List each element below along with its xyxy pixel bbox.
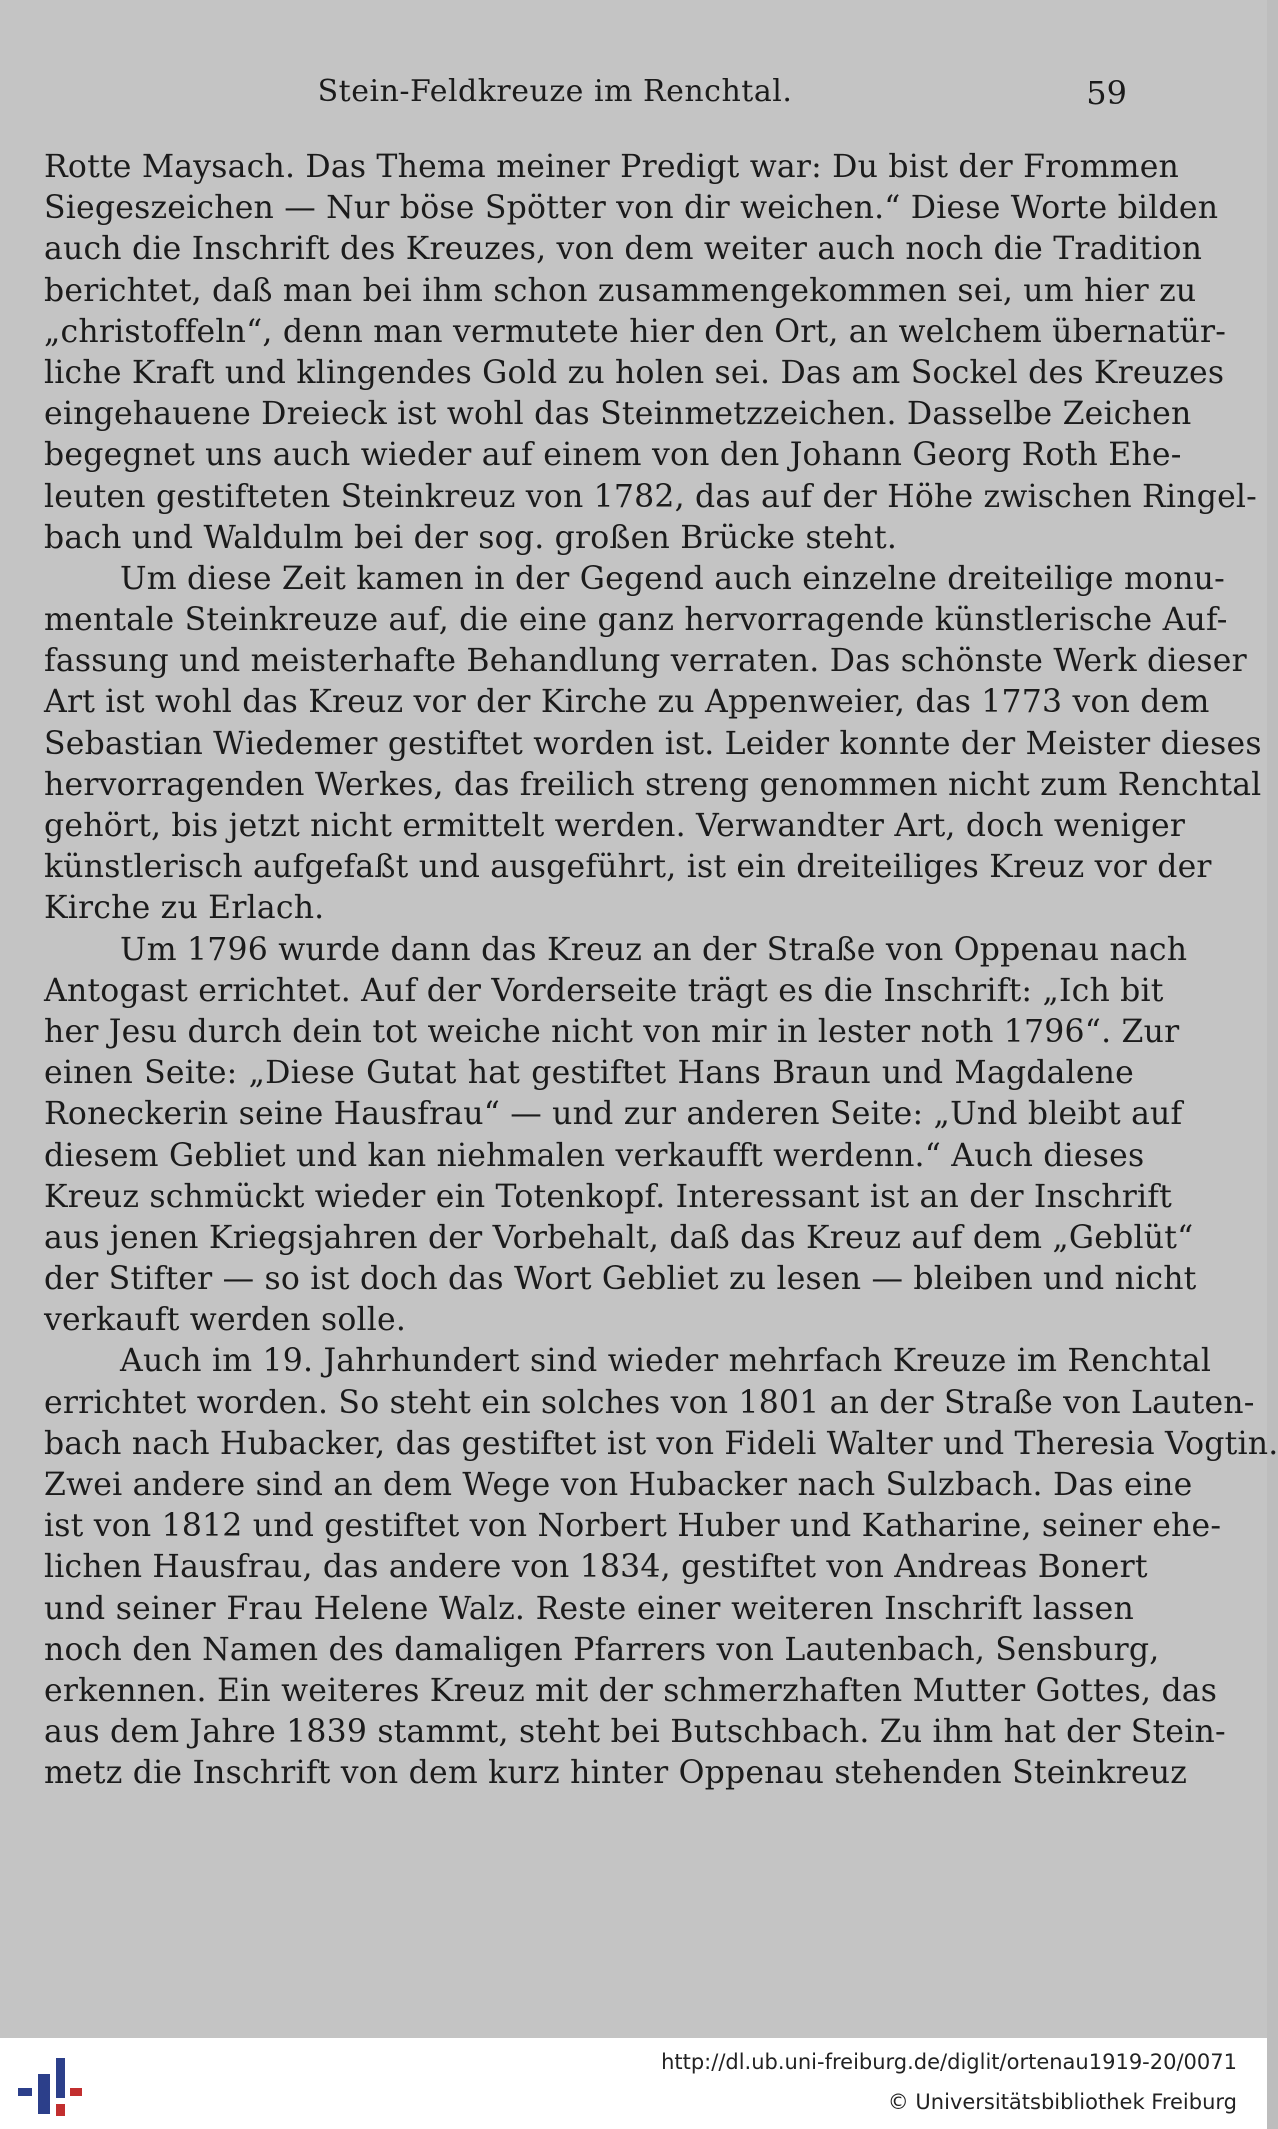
text-line: bach nach Hubacker, das gestiftet ist von Fideli Walter und Theresia Vogtin. [44,1425,1278,1462]
text-line: verkauft werden solle. [44,1302,407,1339]
text-line: mentale Steinkreuze auf, die eine ganz hervorragende künstlerische Auf- [44,602,1228,639]
text-line: einen Seite: „Diese Gutat hat gestiftet Hans Braun und Magdalene [44,1055,1134,1092]
text-line: her Jesu durch dein tot weiche nicht von mir in lester noth 1796“. Zur [44,1013,1180,1050]
text-line: begegnet uns auch wieder auf einem von den Johann Georg Roth Ehe- [44,437,1182,474]
page-number: 59 [1086,74,1127,112]
text-line: erkennen. Ein weiteres Kreuz mit der schmerzhaften Mutter Gottes, das [44,1672,1218,1709]
page-header [0,70,1267,120]
text-line: Siegeszeichen — Nur böse Spötter von dir weichen.“ Diese Worte bilden [44,190,1219,227]
text-line: Um 1796 wurde dann das Kreuz an der Straße von Oppenau nach [120,931,1188,968]
text-line: hervorragenden Werkes, das freilich streng genommen nicht zum Renchtal [44,766,1262,803]
text-line: fassung und meisterhafte Behandlung verraten. Das schönste Werk dieser [44,643,1247,680]
text-line: Rotte Maysach. Das Thema meiner Predigt war: Du bist der Frommen [44,149,1180,185]
text-line: „christoffeln“, denn man vermutete hier den Ort, an welchem übernatür- [44,313,1227,350]
text-line: liche Kraft und klingendes Gold zu holen sei. Das am Sockel des Kreuzes [44,354,1225,391]
copyright-notice: © Universitätsbibliothek Freiburg [887,2090,1237,2114]
running-head: Stein-Feldkreuze im Renchtal. [317,74,793,109]
text-line: Roneckerin seine Hausfrau“ — und zur anderen Seite: „Und bleibt auf [44,1096,1183,1133]
footer-bar [0,2038,1267,2129]
library-logo-icon [18,2056,80,2118]
text-line: lichen Hausfrau, das andere von 1834, gestiftet von Andreas Bonert [44,1549,1148,1586]
text-line: Auch im 19. Jahrhundert sind wieder mehrfach Kreuze im Renchtal [120,1343,1212,1380]
text-line: Kreuz schmückt wieder ein Totenkopf. Interessant ist an der Inschrift [44,1178,1172,1215]
text-line: eingehauene Dreieck ist wohl das Steinmetzzeichen. Dasselbe Zeichen [44,396,1192,433]
text-line: gehört, bis jetzt nicht ermittelt werden. Verwandter Art, doch weniger [44,808,1186,844]
text-line: aus jenen Kriegsjahren der Vorbehalt, daß das Kreuz auf dem „Geblüt“ [44,1219,1194,1256]
text-line: ist von 1812 und gestiftet von Norbert Huber und Katharine, seiner ehe- [44,1508,1222,1545]
text-line: Um diese Zeit kamen in der Gegend auch einzelne dreiteilige monu- [120,560,1226,597]
text-line: Zwei andere sind an dem Wege von Hubacker nach Sulzbach. Das eine [44,1467,1193,1503]
text-line: bach und Waldulm bei der sog. großen Brücke steht. [44,519,898,556]
text-line: Sebastian Wiedemer gestiftet worden ist. Leider konnte der Meister dieses [44,725,1262,762]
text-line: noch den Namen des damaligen Pfarrers von Lautenbach, Sensburg, [44,1631,1160,1668]
text-line: künstlerisch aufgefaßt und ausgeführt, ist ein dreiteiliges Kreuz vor der [44,849,1212,886]
source-url-link[interactable]: http://dl.ub.uni-freiburg.de/diglit/ortenau1919-20/0071 [661,2050,1237,2074]
text-line: Kirche zu Erlach. [44,890,325,927]
text-line: und seiner Frau Helene Walz. Reste einer weiteren Inschrift lassen [44,1590,1134,1627]
text-line: Art ist wohl das Kreuz vor der Kirche zu Appenweier, das 1773 von dem [44,684,1210,721]
text-line: berichtet, daß man bei ihm schon zusammengekommen sei, um hier zu [44,272,1197,309]
text-line: leuten gestifteten Steinkreuz von 1782, das auf der Höhe zwischen Ringel- [44,478,1258,515]
text-line: errichtet worden. So steht ein solches von 1801 an der Straße von Lauten- [44,1384,1255,1421]
text-line: Antogast errichtet. Auf der Vorderseite trägt es die Inschrift: „Ich bit [44,972,1164,1009]
text-line: metz die Inschrift von dem kurz hinter Oppenau stehenden Steinkreuz [44,1755,1188,1792]
text-line: der Stifter — so ist doch das Wort Gebliet zu lesen — bleiben und nicht [44,1261,1197,1298]
text-line: auch die Inschrift des Kreuzes, von dem weiter auch noch die Tradition [44,231,1203,268]
body-text [44,147,1278,1795]
text-line: aus dem Jahre 1839 stammt, steht bei Butschbach. Zu ihm hat der Stein- [44,1714,1226,1751]
text-line: diesem Gebliet und kan niehmalen verkaufft werdenn.“ Auch dieses [44,1137,1145,1174]
